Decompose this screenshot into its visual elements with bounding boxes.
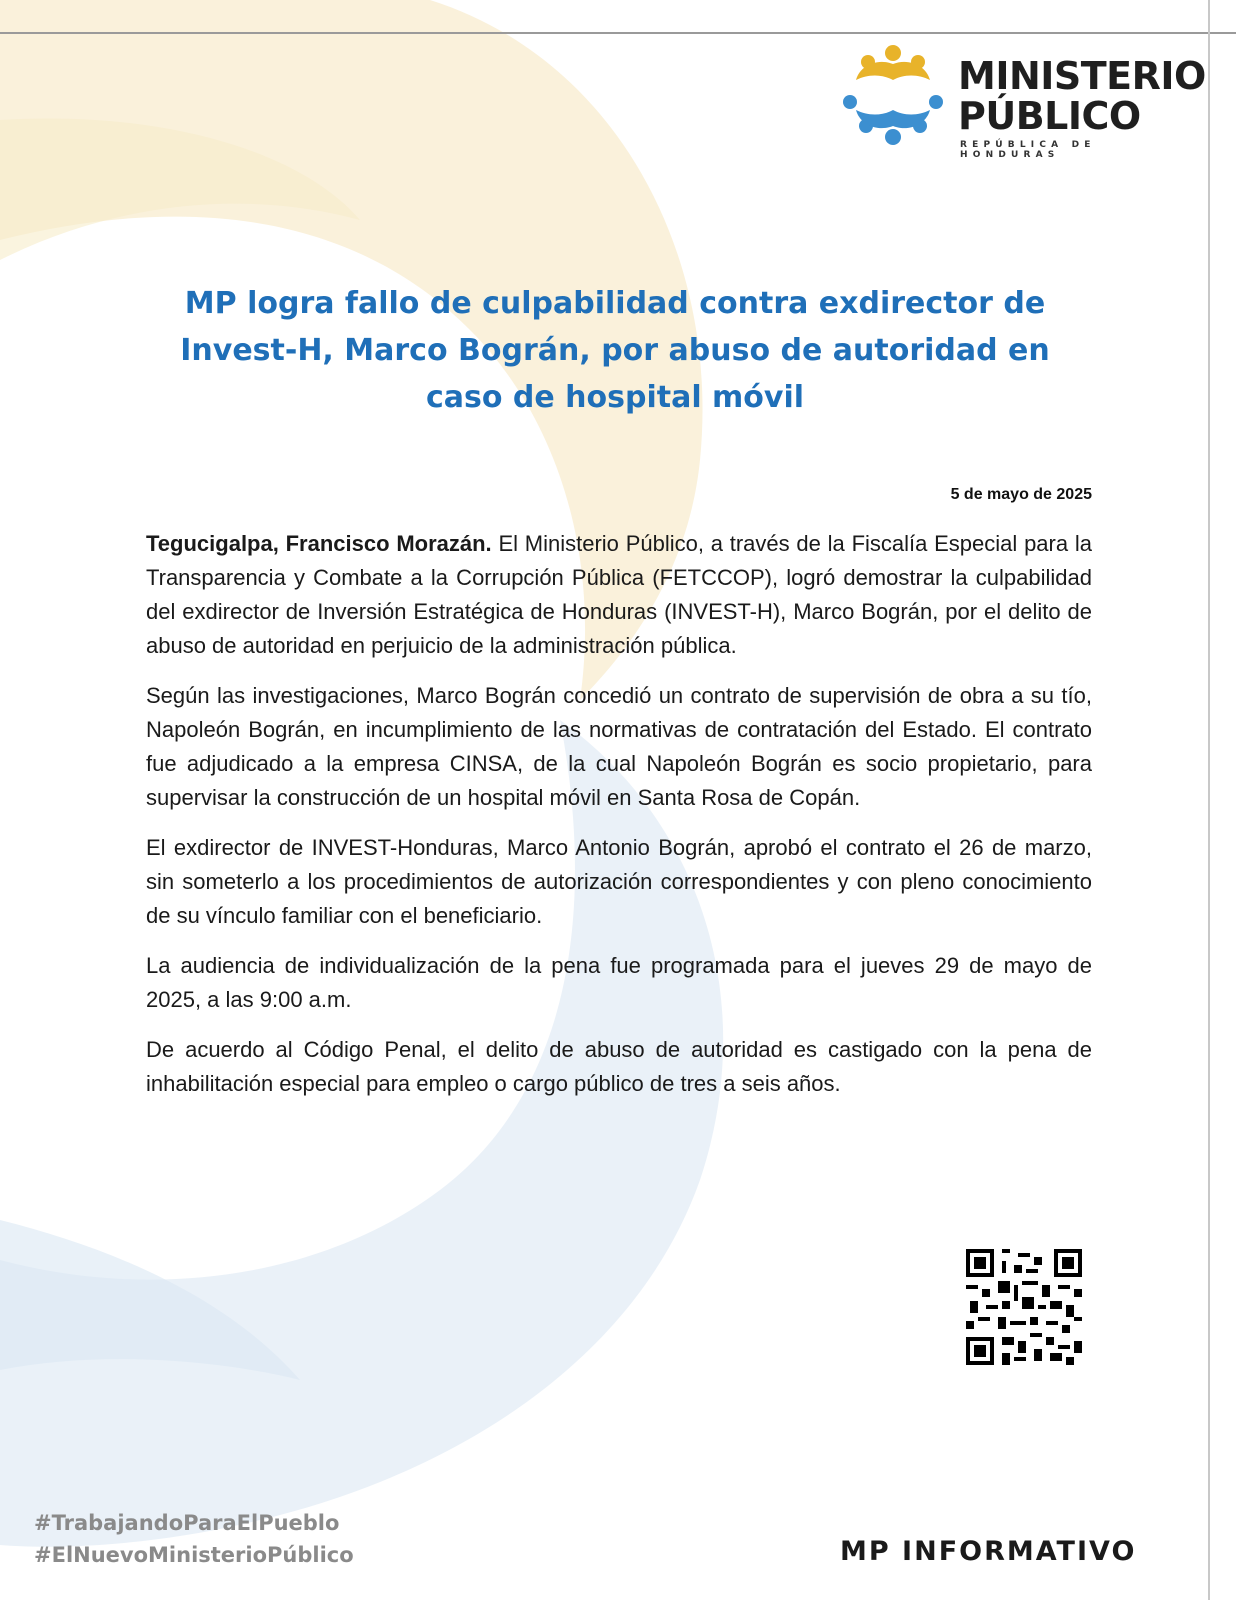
hashtag-nuevo-ministerio[interactable]: #ElNuevoMinisterioPúblico — [34, 1543, 354, 1567]
article-date: 5 de mayo de 2025 — [950, 486, 1092, 503]
paragraph-3: El exdirector de INVEST-Honduras, Marco Antonio Bográn, aprobó el contrato el 26 de marzo, sin someterlo a los procedimientos de autorización correspondientes y con pleno conocimiento de su vínculo familiar con el beneficiario. — [146, 835, 1092, 928]
paragraph-5: De acuerdo al Código Penal, el delito de abuso de autoridad es castigado con la pena de inhabilitación especial para empleo o cargo público de tres a seis años. — [146, 1037, 1092, 1096]
page-border-right — [1208, 0, 1210, 1600]
page-border-top — [0, 32, 1236, 34]
ministerio-publico-logo — [838, 40, 1206, 160]
logo-text-ministerio: MINISTERIO — [958, 54, 1206, 98]
people-circle-icon — [838, 40, 948, 150]
logo-subtitle: REPÚBLICA DE HONDURAS — [960, 140, 1096, 160]
paragraph-2: Según las investigaciones, Marco Bográn concedió un contrato de supervisión de obra a su tío, Napoleón Bográn, en incumplimiento de las normativas de contratación del Estado. El contrato fue adjudicado a la empresa CINSA, de la cual Napoleón Bográn es socio propietario, para supervisar la construcción de un hospital móvil en Santa Rosa de Copán. — [146, 683, 1092, 810]
hashtag-trabajando[interactable]: #TrabajandoParaElPueblo — [34, 1511, 340, 1535]
article-headline: MP logra fallo de culpabilidad contra exdirector de Invest-H, Marco Bográn, por abuso de autoridad en caso de hospital móvil — [180, 286, 1050, 415]
article-body — [146, 527, 1092, 1117]
footer-brand: MP INFORMATIVO — [840, 1536, 1137, 1567]
qr-code[interactable] — [966, 1249, 1082, 1365]
logo-text-publico: PÚBLICO — [958, 94, 1141, 138]
lead-location: Tegucigalpa, Francisco Morazán. — [146, 531, 492, 556]
paragraph-1-text: El Ministerio Público, a través de la Fiscalía Especial para la Transparencia y Combate a la Corrupción Pública (FETCCOP), logró demostrar la culpabilidad del exdirector de Inversión Estratégica de Honduras (INVEST-H), Marco Bográn, por el delito de abuso de autoridad en perjuicio de la administración pública. — [146, 531, 1092, 658]
footer-hashtags — [34, 1507, 354, 1571]
paragraph-1 — [146, 527, 1092, 663]
paragraph-4: La audiencia de individualización de la pena fue programada para el jueves 29 de mayo de 2025, a las 9:00 a.m. — [146, 953, 1092, 1012]
